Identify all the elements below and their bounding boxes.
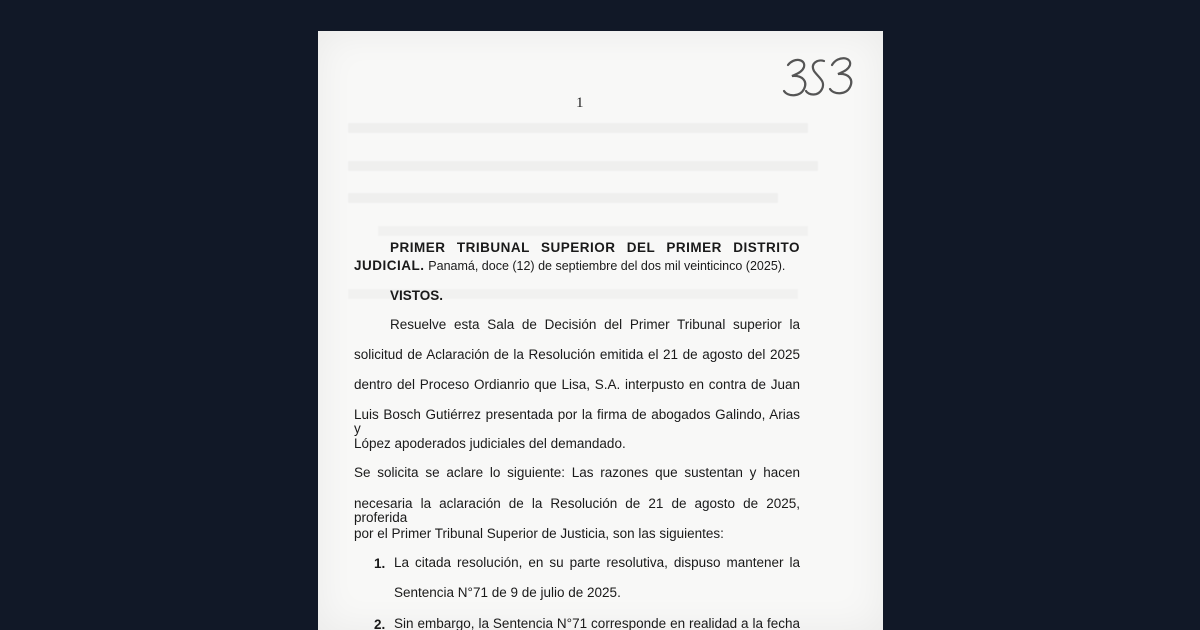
paragraph-line: solicitud de Aclaración de la Resolución emitida el 21 de agosto del 2025 [354, 347, 800, 362]
bleed-through-texture [348, 161, 818, 171]
vistos-heading: VISTOS. [390, 288, 444, 303]
list-item-number: 2. [374, 617, 386, 630]
paragraph-line: necesaria la aclaración de la Resolución de 21 de agosto de 2025, proferida [354, 496, 800, 525]
paragraph-line: Luis Bosch Gutiérrez presentada por la firma de abogados Galindo, Arias y [354, 407, 800, 436]
list-item-line: Sin embargo, la Sentencia N°71 corresponde en realidad a la fecha [394, 616, 800, 630]
paragraph-line: López apoderados judiciales del demandado. [354, 436, 626, 451]
document-page [318, 31, 883, 630]
court-heading-line-2 [354, 259, 814, 273]
resolution-date: Panamá, doce (12) de septiembre del dos mil veinticinco (2025). [428, 259, 786, 273]
paragraph-line: Resuelve esta Sala de Decisión del Primer Tribunal superior la [390, 317, 800, 332]
page-number: 1 [576, 95, 584, 111]
handwritten-folio-number [780, 51, 870, 111]
bleed-through-texture [348, 193, 778, 203]
paragraph-line: dentro del Proceso Ordianrio que Lisa, S.A. interpusto en contra de Juan [354, 377, 800, 392]
list-item-number: 1. [374, 556, 386, 571]
paragraph-line: por el Primer Tribunal Superior de Justicia, son las siguientes: [354, 526, 724, 541]
bleed-through-texture [378, 226, 808, 236]
court-heading-line-1: PRIMER TRIBUNAL SUPERIOR DEL PRIMER DISTRITO [390, 240, 800, 255]
list-item-line: La citada resolución, en su parte resolutiva, dispuso mantener la [394, 555, 800, 570]
bleed-through-texture [348, 123, 808, 133]
paragraph-line: Se solicita se aclare lo siguiente: Las razones que sustentan y hacen [354, 465, 800, 480]
court-heading-district: JUDICIAL. [354, 258, 425, 273]
list-item-line: Sentencia N°71 de 9 de julio de 2025. [394, 585, 621, 600]
